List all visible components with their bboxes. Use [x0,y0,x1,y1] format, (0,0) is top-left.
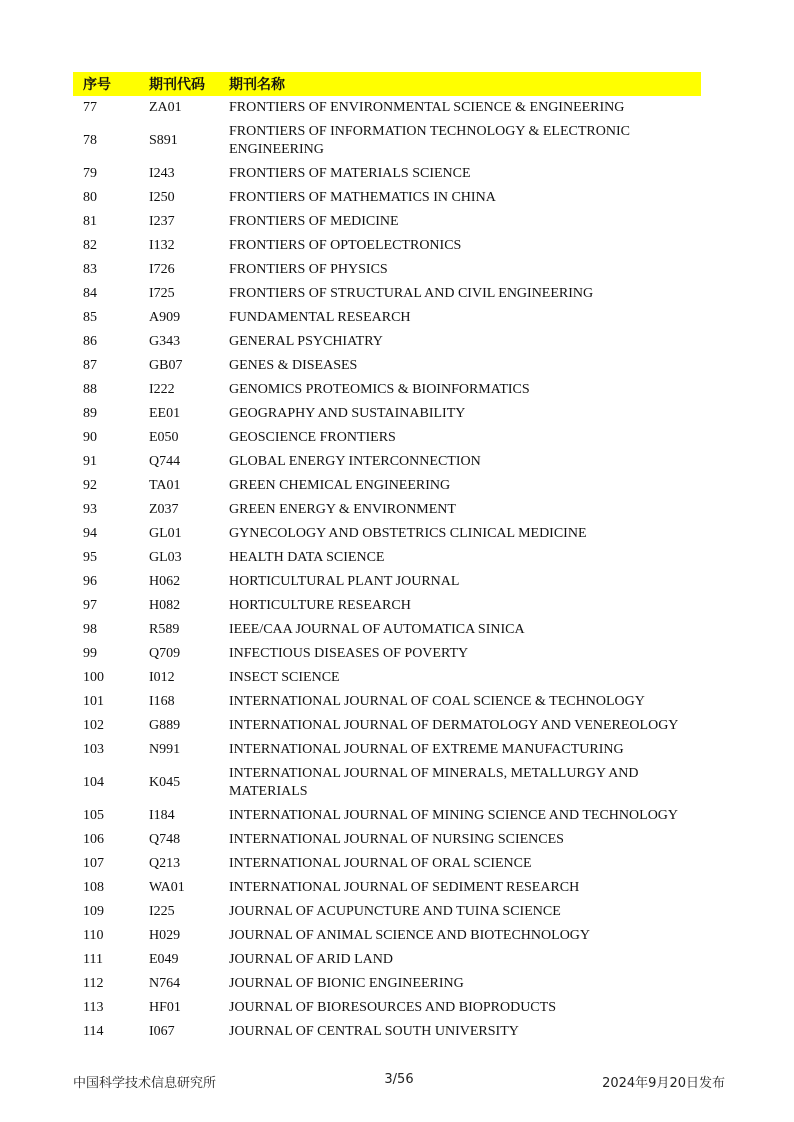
journal-code: K045 [149,775,181,790]
header-code: 期刊代码 [149,77,205,93]
row-number: 102 [83,718,104,733]
table-row [73,900,701,924]
row-number: 101 [83,694,104,709]
row-number: 103 [83,742,104,757]
journal-code: E050 [149,430,179,445]
row-number: 90 [83,430,97,445]
journal-code: ZA01 [149,100,182,115]
journal-code: Q744 [149,454,181,469]
row-number: 81 [83,214,97,229]
row-number: 79 [83,166,97,181]
journal-code: N991 [149,742,181,757]
journal-name: FRONTIERS OF INFORMATION TECHNOLOGY & ELECTRONIC ENGINEERING [229,124,630,157]
row-number: 112 [83,976,104,991]
journal-code: Q748 [149,832,181,847]
table-row [73,498,701,522]
journal-code: GL03 [149,550,182,565]
table-row [73,948,701,972]
table-row [73,828,701,852]
journal-name: FUNDAMENTAL RESEARCH [229,310,411,325]
table-row [73,594,701,618]
journal-code: I168 [149,694,175,709]
journal-name: GREEN ENERGY & ENVIRONMENT [229,502,456,517]
journal-code: I012 [149,670,175,685]
journal-code: HF01 [149,1000,181,1015]
table-row [73,354,701,378]
table-row [73,162,701,186]
journal-code: I725 [149,286,175,301]
journal-name: JOURNAL OF BIORESOURCES AND BIOPRODUCTS [229,1000,556,1015]
page-footer [73,1072,725,1092]
table-body [73,96,701,1044]
row-number: 93 [83,502,97,517]
table-row [73,876,701,900]
table-row [73,96,701,120]
journal-code: I132 [149,238,175,253]
journal-name: FRONTIERS OF MEDICINE [229,214,399,229]
table-row [73,666,701,690]
journal-name: INFECTIOUS DISEASES OF POVERTY [229,646,469,661]
journal-code: H082 [149,598,181,613]
table-row [73,852,701,876]
journal-name: JOURNAL OF ARID LAND [229,952,393,967]
journal-name: HEALTH DATA SCIENCE [229,550,385,565]
row-number: 94 [83,526,97,541]
journal-name: GEOSCIENCE FRONTIERS [229,430,396,445]
row-number: 85 [83,310,97,325]
table-row [73,546,701,570]
journal-code: Z037 [149,502,179,517]
journal-code: GB07 [149,358,183,373]
row-number: 86 [83,334,97,349]
journal-code: I184 [149,808,175,823]
journal-name: INSECT SCIENCE [229,670,340,685]
table-row [73,474,701,498]
table-row [73,618,701,642]
footer-publisher: 中国科学技术信息研究所 [73,1076,217,1091]
journal-name: JOURNAL OF ANIMAL SCIENCE AND BIOTECHNOLOGY [229,928,591,943]
journal-name: INTERNATIONAL JOURNAL OF ORAL SCIENCE [229,856,532,871]
journal-name: INTERNATIONAL JOURNAL OF COAL SCIENCE & TECHNOLOGY [229,694,645,709]
journal-code: G889 [149,718,181,733]
table-row [73,426,701,450]
row-number: 100 [83,670,104,685]
journal-name: INTERNATIONAL JOURNAL OF SEDIMENT RESEARCH [229,880,580,895]
row-number: 96 [83,574,97,589]
journal-name: GENERAL PSYCHIATRY [229,334,383,349]
table-row [73,282,701,306]
table-row [73,738,701,762]
journal-name: FRONTIERS OF MATERIALS SCIENCE [229,166,471,181]
table-row [73,714,701,738]
journal-name: HORTICULTURAL PLANT JOURNAL [229,574,460,589]
journal-name: FRONTIERS OF ENVIRONMENTAL SCIENCE & ENGINEERING [229,100,625,115]
journal-code: I250 [149,190,175,205]
journal-code: I237 [149,214,175,229]
journal-code: G343 [149,334,181,349]
journal-code: I243 [149,166,175,181]
journal-code: A909 [149,310,181,325]
table-row [73,210,701,234]
journal-name: IEEE/CAA JOURNAL OF AUTOMATICA SINICA [229,622,525,637]
row-number: 77 [83,100,97,115]
row-number: 83 [83,262,97,277]
row-number: 105 [83,808,104,823]
row-number: 92 [83,478,97,493]
journal-name: INTERNATIONAL JOURNAL OF EXTREME MANUFACTURING [229,742,624,757]
journal-code: WA01 [149,880,185,895]
row-number: 91 [83,454,97,469]
journal-code: I222 [149,382,175,397]
journal-table [73,72,701,1044]
table-row [73,570,701,594]
journal-name: FRONTIERS OF OPTOELECTRONICS [229,238,462,253]
journal-code: EE01 [149,406,181,421]
journal-name: INTERNATIONAL JOURNAL OF DERMATOLOGY AND VENEREOLOGY [229,718,679,733]
journal-code: H029 [149,928,181,943]
row-number: 88 [83,382,97,397]
row-number: 99 [83,646,97,661]
row-number: 82 [83,238,97,253]
row-number: 97 [83,598,97,613]
table-row [73,378,701,402]
journal-code: GL01 [149,526,182,541]
row-number: 78 [83,133,97,148]
row-number: 114 [83,1024,104,1039]
journal-code: I225 [149,904,175,919]
table-row [73,762,701,804]
journal-name: GREEN CHEMICAL ENGINEERING [229,478,451,493]
row-number: 111 [83,952,103,967]
journal-name: GENES & DISEASES [229,358,358,373]
row-number: 80 [83,190,97,205]
journal-name: GEOGRAPHY AND SUSTAINABILITY [229,406,466,421]
journal-code: R589 [149,622,180,637]
table-row [73,402,701,426]
table-row [73,972,701,996]
row-number: 98 [83,622,97,637]
journal-name: HORTICULTURE RESEARCH [229,598,411,613]
table-row [73,120,701,162]
journal-name: FRONTIERS OF PHYSICS [229,262,388,277]
table-row [73,1020,701,1044]
row-number: 87 [83,358,97,373]
table-row [73,258,701,282]
table-row [73,522,701,546]
row-number: 109 [83,904,104,919]
journal-code: N764 [149,976,181,991]
footer-page-number: 3/56 [384,1072,414,1087]
row-number: 113 [83,1000,104,1015]
row-number: 107 [83,856,104,871]
journal-name: FRONTIERS OF STRUCTURAL AND CIVIL ENGINEERING [229,286,594,301]
row-number: 110 [83,928,104,943]
table-row [73,234,701,258]
table-row [73,804,701,828]
journal-name: INTERNATIONAL JOURNAL OF NURSING SCIENCES [229,832,564,847]
journal-name: GENOMICS PROTEOMICS & BIOINFORMATICS [229,382,530,397]
journal-code: S891 [149,133,178,148]
row-number: 84 [83,286,97,301]
journal-name: INTERNATIONAL JOURNAL OF MINING SCIENCE AND TECHNOLOGY [229,808,679,823]
row-number: 95 [83,550,97,565]
journal-name: GYNECOLOGY AND OBSTETRICS CLINICAL MEDICINE [229,526,587,541]
journal-name: FRONTIERS OF MATHEMATICS IN CHINA [229,190,496,205]
table-header-row [73,72,701,96]
table-row [73,924,701,948]
table-row [73,330,701,354]
journal-name: GLOBAL ENERGY INTERCONNECTION [229,454,481,469]
row-number: 104 [83,775,104,790]
table-row [73,450,701,474]
row-number: 108 [83,880,104,895]
table-row [73,186,701,210]
journal-name: JOURNAL OF BIONIC ENGINEERING [229,976,464,991]
journal-code: Q709 [149,646,181,661]
journal-code: TA01 [149,478,181,493]
table-row [73,642,701,666]
table-row [73,306,701,330]
footer-date: 2024年9月20日发布 [602,1076,725,1091]
journal-name: JOURNAL OF CENTRAL SOUTH UNIVERSITY [229,1024,519,1039]
journal-code: I067 [149,1024,175,1039]
row-number: 106 [83,832,104,847]
journal-code: I726 [149,262,175,277]
table-row [73,690,701,714]
journal-code: Q213 [149,856,181,871]
header-no: 序号 [83,77,111,93]
journal-name: JOURNAL OF ACUPUNCTURE AND TUINA SCIENCE [229,904,561,919]
row-number: 89 [83,406,97,421]
journal-name: INTERNATIONAL JOURNAL OF MINERALS, METALLURGY AND MATERIALS [229,766,639,799]
journal-code: H062 [149,574,181,589]
journal-code: E049 [149,952,179,967]
header-name: 期刊名称 [229,77,285,93]
table-row [73,996,701,1020]
